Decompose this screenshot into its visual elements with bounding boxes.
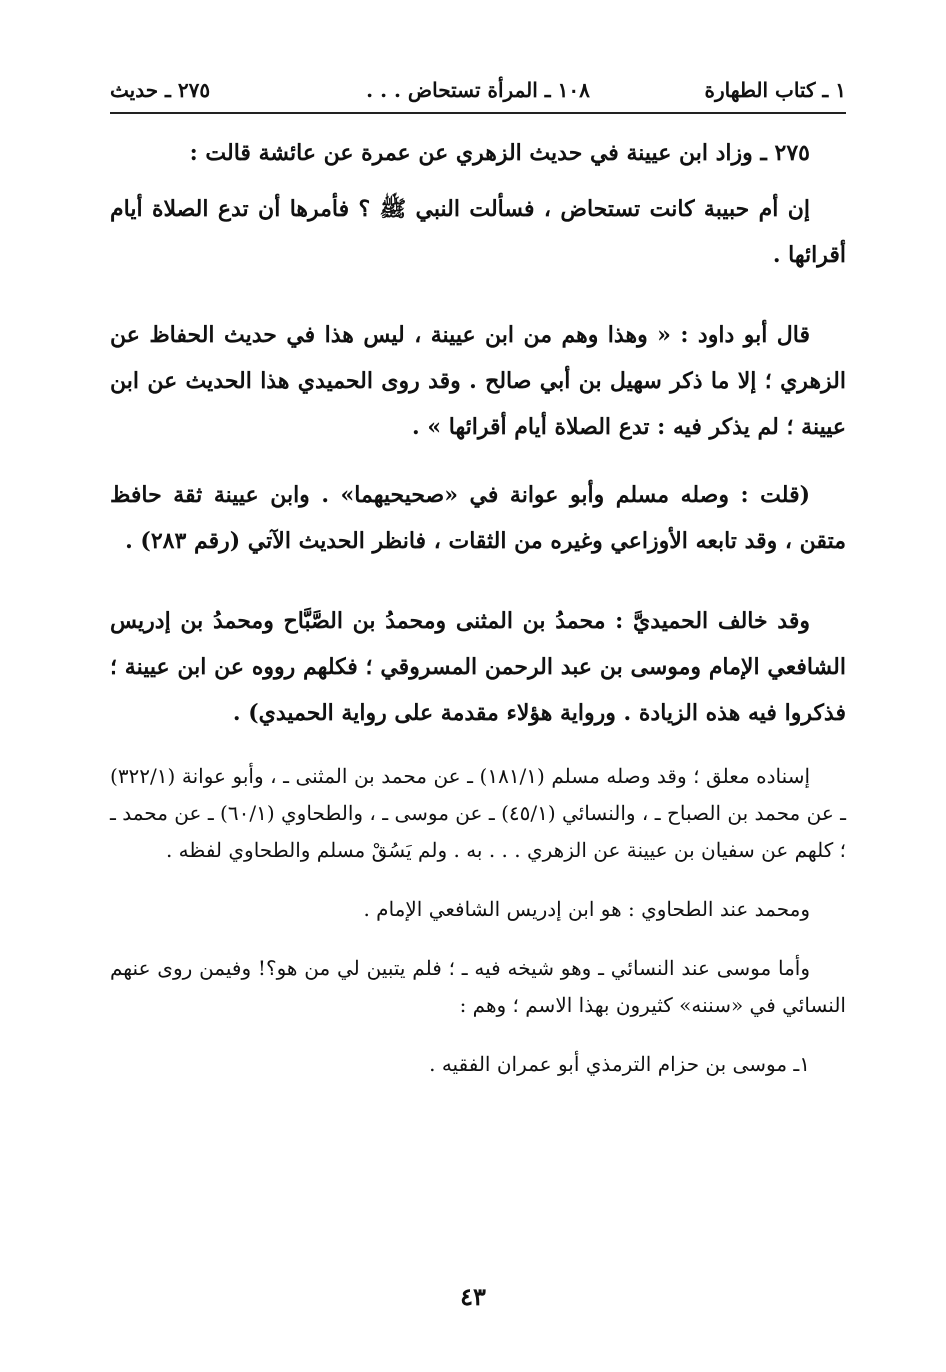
header-rule xyxy=(110,112,846,114)
hadith-text: إن أم حبيبة كانت تستحاض ، فسألت النبي ﷺ ؟ فأمرها أن تدع الصلاة أيام أقرائها . xyxy=(110,196,846,268)
abu-dawud-comment: قال أبو داود : « وهذا وهم من ابن عيينة ، ليس هذا في حديث الحفاظ عن الزهري ؛ إلا ما ذكر سهيل بن أبي صالح . وقد روى الحميدي هذا الحديث عن ابن عيينة ؛ لم يذكر فيه : تدع الصلاة أيام أقرائها » . xyxy=(110,322,846,440)
list-item: ١ـ موسى بن حزام الترمذي أبو عمران الفقيه . xyxy=(429,1052,810,1076)
hadith-intro: ٢٧٥ ـ وزاد ابن عيينة في حديث الزهري عن عمرة عن عائشة قالت : xyxy=(189,140,810,166)
takhrij-note: ومحمد عند الطحاوي : هو ابن إدريس الشافعي الإمام . xyxy=(363,897,810,921)
takhrij-note-musa: وأما موسى عند النسائي ـ وهو شيخه فيه ـ ؛ فلم يتبين لي من هو؟! وفيمن روى عنهم النسائي في «سننه» كثيرون بهذا الاسم ؛ وهم : xyxy=(110,956,846,1017)
header-chapter-title: ١٠٨ ـ المرأة تستحاض . . . xyxy=(366,78,590,102)
page-number: ٤٣ xyxy=(460,1282,486,1311)
header-book-title: ١ ـ كتاب الطهارة xyxy=(704,78,846,102)
editor-note: (قلت : وصله مسلم وأبو عوانة في «صحيحيهما» . وابن عيينة ثقة حافظ متقن ، وقد تابعه الأوزاعي وغيره من الثقات ، فانظر الحديث الآتي (رقم ٢٨٣) . xyxy=(110,482,846,554)
takhrij-paragraph: إسناده معلق ؛ وقد وصله مسلم (١٨١/١) ـ عن محمد بن المثنى ـ ، وأبو عوانة (٣٢٢/١) ـ عن محمد بن الصباح ـ ، والنسائي (٤٥/١) ـ عن موسى ـ ، والطحاوي (٦٠/١) ـ عن محمد ـ ؛ كلهم عن سفيان بن عيينة عن الزهري . . . به . ولم يَسُقْ مسلم والطحاوي لفظه . xyxy=(110,764,846,862)
editor-note-continued: وقد خالف الحميديَّ : محمدُ بن المثنى ومحمدُ بن الصَّبَّاح ومحمدُ بن إدريس الشافعي الإمام وموسى بن عبد الرحمن المسروقي ؛ فكلهم رووه عن ابن عيينة ؛ فذكروا فيه هذه الزيادة . ورواية هؤلاء مقدمة على رواية الحميدي) . xyxy=(110,608,846,726)
header-hadith-number: ٢٧٥ ـ حديث xyxy=(110,78,211,102)
page-body xyxy=(110,130,846,1083)
running-header xyxy=(110,72,846,108)
